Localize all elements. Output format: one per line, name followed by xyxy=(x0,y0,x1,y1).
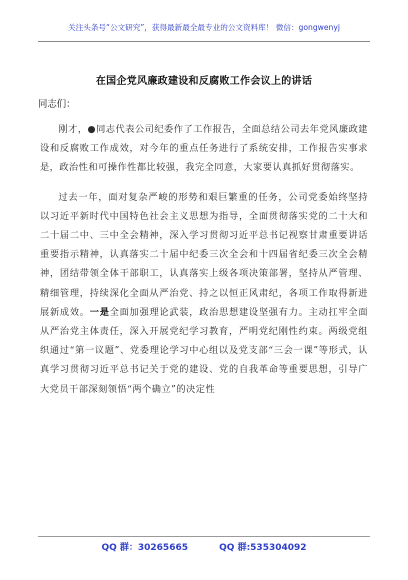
paragraph-review-continued: 全面加强理论武装，政治思想建设坚强有力。主动扛牢全面从严治党主体责任，深入开展党纪学习教育，严明党纪刚性约束。两级党组织通过“第一议题”、党委理论学习中心组以及党支部“三会一课”等形式，认真学习贯彻习近平总书记关于党的建设、党的自我革命等重要思想，引导广大党员干部深刻领悟“两个确立”的决定性 xyxy=(40,306,369,395)
salutation: 同志们： xyxy=(38,99,76,110)
footer-qq-group-2: QQ 群:535304092 xyxy=(219,543,307,553)
document-body xyxy=(40,120,368,409)
footer-qq-group-1: QQ 群：30265665 xyxy=(101,543,188,553)
header-banner: 关注头条号“公文研究”，获得最新最全最专业的公文资料库！ 微信：gongwenyj xyxy=(68,23,340,32)
footer xyxy=(0,540,408,553)
footer-divider xyxy=(38,536,370,537)
header-divider xyxy=(38,41,370,42)
document-title: 在国企党风廉政建设和反腐败工作会议上的讲话 xyxy=(95,76,313,87)
paragraph-review-intro: 过去一年，面对复杂严峻的形势和艰巨繁重的任务，公司党委始终坚持以习近平新时代中国特色社会主义思想为指导，全面贯彻落实党的二十大和二十届二中、三中全会精神，深入学习贯彻习近平总书记视察甘肃重要讲话重要指示精神，认真落实二十届中纪委三次全会和十四届省纪委三次全会精神，团结带领全体干部职工，认真落实上级各项决策部署，坚持从严管理、精细管理，持续深化全面从严治党、持之以恒正风肃纪，各项工作取得新进展新成效。 xyxy=(40,191,368,318)
paragraph-opening: 刚才，●同志代表公司纪委作了工作报告，全面总结公司去年党风廉政建设和反腐败工作成效，对今年的重点任务进行了系统安排，工作报告实事求是，政治性和可操作性都比较强，我完全同意，大家要认真抓好贯彻落实。 xyxy=(40,124,368,174)
point-one-marker: 一是 xyxy=(89,306,110,318)
paragraph-review xyxy=(40,188,368,399)
